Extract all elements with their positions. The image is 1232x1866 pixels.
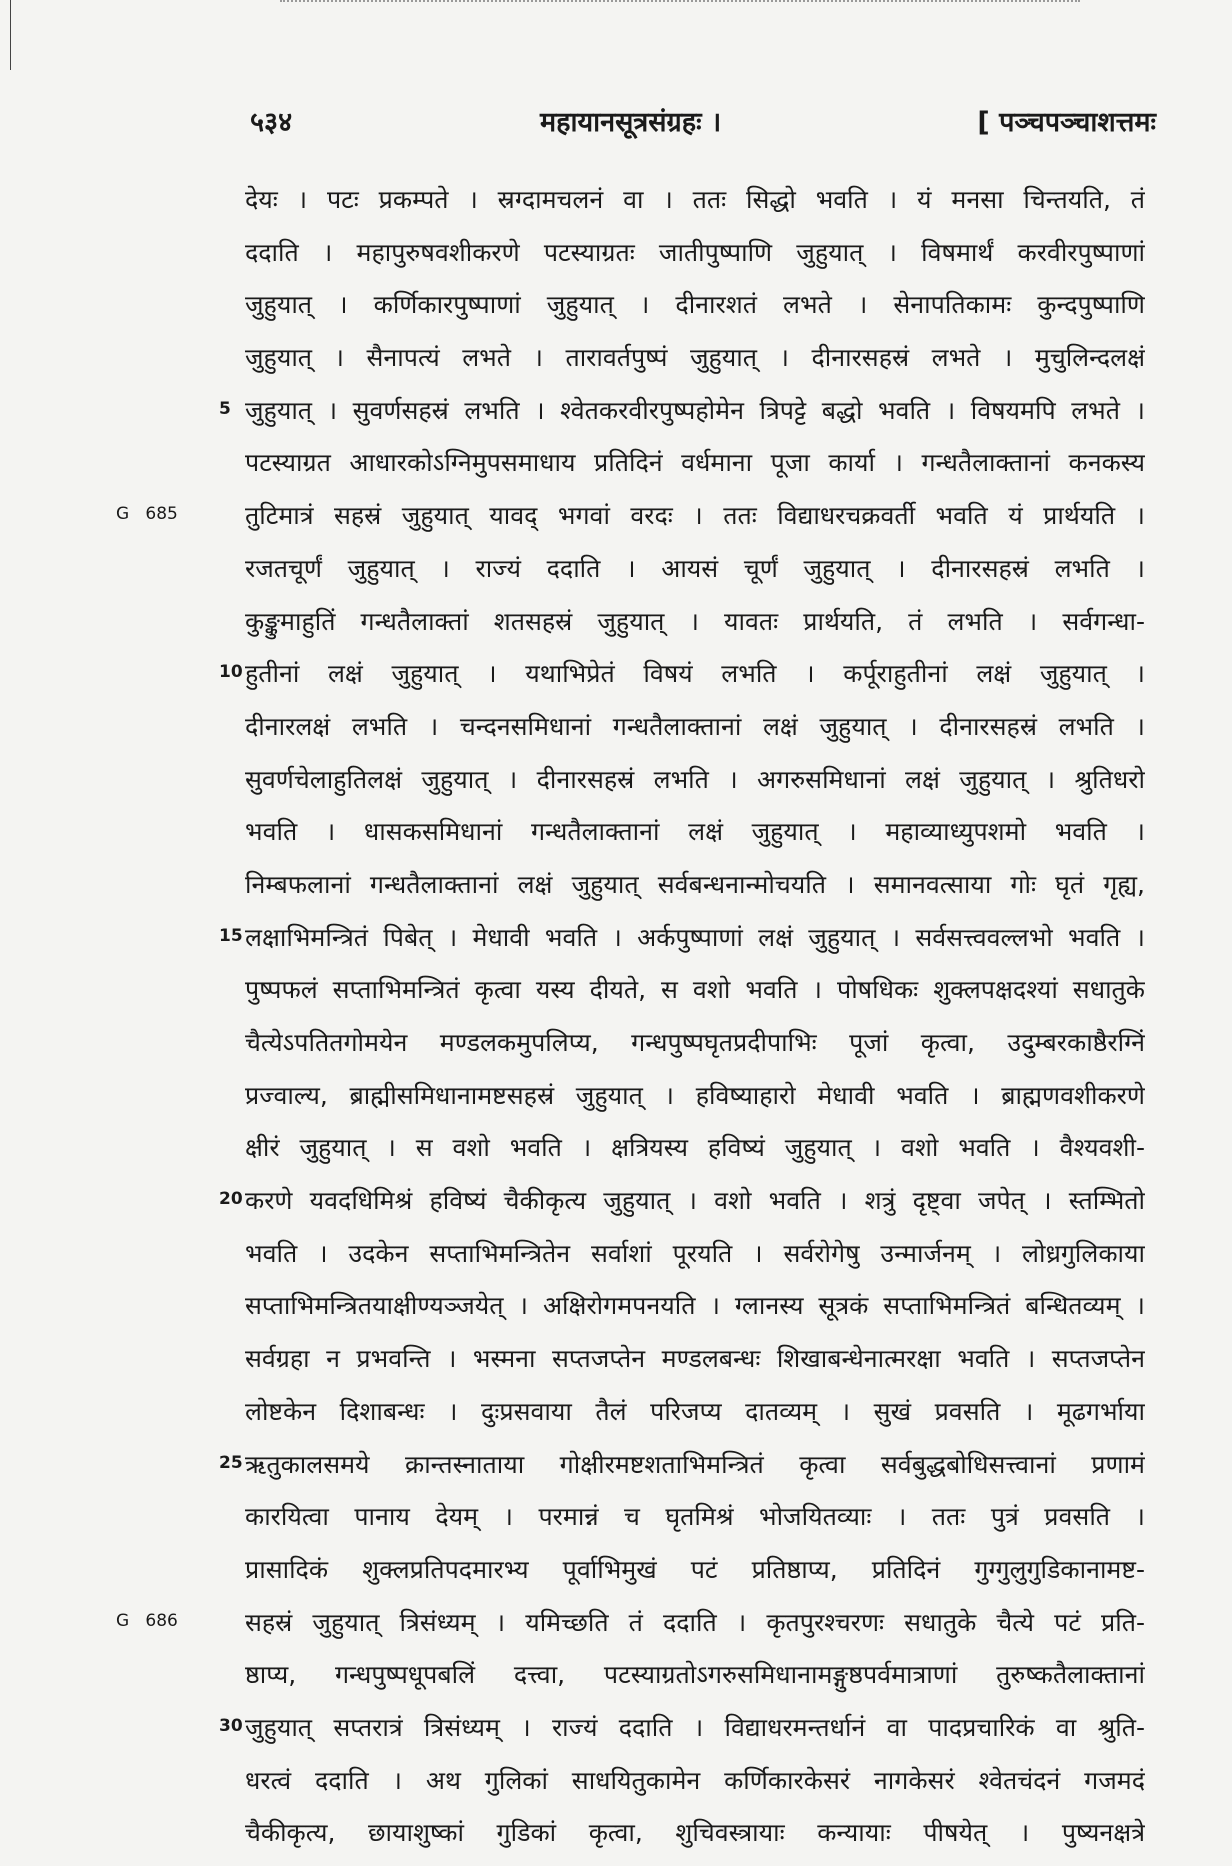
text-line bbox=[0, 549, 1232, 602]
line-text: धरत्वं ददाति । अथ गुलिकां साधयितुकामेन कर्णिकारकेसरं नागकेसरं श्वेतचंदनं गजमदं bbox=[245, 1765, 1145, 1795]
line-text: चैत्येऽपतितगोमयेन मण्डलकमुपलिप्य, गन्धपुष्पघृतप्रदीपाभिः पूजां कृत्वा, उदुम्बरकाष्ठैरग्निं bbox=[245, 1028, 1145, 1057]
line-text: लक्षाभिमन्त्रितं पिबेत् । मेधावी भवति । अर्कपुष्पाणां लक्षं जुहुयात् । सर्वसत्त्ववल्लभो भवति । bbox=[245, 922, 1145, 952]
line-text: पुष्पफलं सप्ताभिमन्त्रितं कृत्वा यस्य दीयते, स वशो भवति । पोषधिकः शुक्लपक्षदश्यां सधातुके bbox=[245, 975, 1145, 1005]
line-text: सर्वग्रहा न प्रभवन्ति । भस्मना सप्तजप्तेन मण्डलबन्धः शिखाबन्धेनात्मरक्षा भवति । सप्तजप्तेन bbox=[245, 1344, 1145, 1374]
line-text: देयः । पटः प्रकम्पते । स्रग्दामचलनं वा । ततः सिद्धो भवति । यं मनसा चिन्तयति, तं bbox=[245, 185, 1145, 214]
line-number: 25 bbox=[219, 1452, 243, 1473]
line-text: दीनारलक्षं लभति । चन्दनसमिधानां गन्धतैलाक्तानां लक्षं जुहुयात् । दीनारसहस्रं लभति । bbox=[245, 711, 1145, 741]
line-text: रजतचूर्णं जुहुयात् । राज्यं ददाति । आयसं चूर्णं जुहुयात् । दीनारसहस्रं लभति । bbox=[245, 553, 1145, 583]
line-text: ददाति । महापुरुषवशीकरणे पटस्याग्रतः जातीपुष्पाणि जुहुयात् । विषमार्थं करवीरपुष्पाणां bbox=[245, 237, 1145, 267]
line-text: लोष्टकेन दिशाबन्धः । दुःप्रसवाया तैलं परिजप्य दातव्यम् । सुखं प्रवसति । मूढगर्भाया bbox=[245, 1396, 1145, 1426]
scan-top-artifact bbox=[280, 0, 1080, 5]
line-text: भवति । उदकेन सप्ताभिमन्त्रितेन सर्वाशां पूरयति । सर्वरोगेषु उन्मार्जनम् । लोध्रगुलिकाया bbox=[245, 1238, 1145, 1268]
text-line bbox=[0, 707, 1232, 760]
text-line bbox=[0, 918, 1232, 971]
text-line bbox=[0, 443, 1232, 496]
line-text: ऋतुकालसमये क्रान्तस्नाताया गोक्षीरमष्टशताभिमन्त्रितं कृत्वा सर्वबुद्धबोधिसत्त्वानां प्रणामं bbox=[245, 1449, 1145, 1479]
text-line bbox=[0, 1708, 1232, 1761]
text-line bbox=[0, 760, 1232, 813]
line-number: 10 bbox=[219, 662, 243, 683]
text-line bbox=[0, 338, 1232, 391]
line-text: भवति । धासकसमिधानां गन्धतैलाक्तानां लक्षं जुहुयात् । महाव्याध्युपशमो भवति । bbox=[245, 817, 1145, 847]
page-edge-rule bbox=[10, 0, 11, 70]
text-line bbox=[0, 233, 1232, 286]
line-number: 20 bbox=[219, 1189, 243, 1210]
line-text: प्रज्वाल्य, ब्राह्मीसमिधानामष्टसहस्रं जुहुयात् । हविष्याहारो मेधावी भवति । ब्राह्मणवशीकरणे bbox=[245, 1080, 1145, 1110]
text-line bbox=[0, 1234, 1232, 1287]
line-text: सप्ताभिमन्त्रितयाक्षीण्यञ्जयेत् । अक्षिरोगमपनयति । ग्लानस्य सूत्रकं सप्ताभिमन्त्रितं बन्धितव्यम् । bbox=[245, 1291, 1145, 1321]
line-text: पटस्याग्रत आधारकोऽग्निमुपसमाधाय प्रतिदिनं वर्धमाना पूजा कार्या । गन्धतैलाक्तानां कनकस्य bbox=[245, 448, 1145, 478]
line-text: चैकीकृत्य, छायाशुष्कां गुडिकां कृत्वा, शुचिवस्त्रायाः कन्यायाः पीषयेत् । पुष्यनक्षत्रे bbox=[245, 1818, 1145, 1848]
text-line bbox=[0, 1497, 1232, 1550]
line-text: प्रासादिकं शुक्लप्रतिपदमारभ्य पूर्वाभिमुखं पटं प्रतिष्ठाप्य, प्रतिदिनं गुग्गुलुगुडिकानामष्ट- bbox=[245, 1554, 1145, 1584]
text-line bbox=[0, 1655, 1232, 1708]
running-title: महायानसूत्रसंग्रहः । bbox=[540, 107, 722, 138]
margin-reference: G 685 bbox=[116, 504, 178, 525]
line-text: कुङ्कुमाहुतिं गन्धतैलाक्तां शतसहस्रं जुहुयात् । यावतः प्रार्थयति, तं लभति । सर्वगन्धा- bbox=[245, 606, 1145, 636]
text-line bbox=[0, 865, 1232, 918]
line-text: तुटिमात्रं सहस्रं जुहुयात् यावद् भगवां वरदः । ततः विद्याधरचक्रवर्ती भवति यं प्रार्थयति । bbox=[245, 501, 1145, 531]
line-text: करणे यवदधिमिश्रं हविष्यं चैकीकृत्य जुहुयात् । वशो भवति । शत्रुं दृष्ट्वा जपेत् । स्तम्भितो bbox=[245, 1186, 1145, 1216]
text-line bbox=[0, 812, 1232, 865]
text-line bbox=[0, 1392, 1232, 1445]
text-line bbox=[0, 1023, 1232, 1076]
text-line bbox=[0, 1550, 1232, 1603]
line-text: जुहुयात् । कर्णिकारपुष्पाणां जुहुयात् । दीनारशतं लभते । सेनापतिकामः कुन्दपुष्पाणि bbox=[245, 290, 1145, 320]
text-line bbox=[0, 1181, 1232, 1234]
text-line bbox=[0, 1761, 1232, 1814]
text-line bbox=[0, 1339, 1232, 1392]
text-line bbox=[0, 1286, 1232, 1339]
line-text: जुहुयात् । सुवर्णसहस्रं लभति । श्वेतकरवीरपुष्पहोमेन त्रिपट्टे बद्धो भवति । विषयमपि लभते । bbox=[245, 395, 1145, 425]
line-text: सहस्रं जुहुयात् त्रिसंध्यम् । यमिच्छति तं ददाति । कृतपुरश्चरणः सधातुके चैत्ये पटं प्रति- bbox=[245, 1607, 1145, 1637]
line-text: ष्ठाप्य, गन्धपुष्पधूपबलिं दत्त्वा, पटस्याग्रतोऽगरुसमिधानामङ्गुष्ठपर्वमात्राणां तुरुष्कतैलाक्तानां bbox=[245, 1660, 1145, 1690]
line-text: जुहुयात् सप्तरात्रं त्रिसंध्यम् । राज्यं ददाति । विद्याधरमन्तर्धानं वा पादप्रचारिकं वा श्रुति- bbox=[245, 1712, 1145, 1742]
text-line bbox=[0, 1128, 1232, 1181]
text-line bbox=[0, 1445, 1232, 1498]
text-body bbox=[0, 180, 1232, 1866]
line-text: कारयित्वा पानाय देयम् । परमान्नं च घृतमिश्रं भोजयितव्याः । ततः पुत्रं प्रवसति । bbox=[245, 1502, 1145, 1532]
text-line bbox=[0, 180, 1232, 233]
line-text: हुतीनां लक्षं जुहुयात् । यथाभिप्रेतं विषयं लभति । कर्पूराहुतीनां लक्षं जुहुयात् । bbox=[245, 659, 1145, 689]
line-number: 15 bbox=[219, 925, 243, 946]
page-header bbox=[222, 102, 1156, 142]
page-number: ५३४ bbox=[250, 107, 293, 138]
text-line bbox=[0, 391, 1232, 444]
text-line bbox=[0, 602, 1232, 655]
text-line bbox=[0, 970, 1232, 1023]
line-text: सुवर्णचेलाहुतिलक्षं जुहुयात् । दीनारसहस्रं लभति । अगरुसमिधानां लक्षं जुहुयात् । श्रुतिधरो bbox=[245, 764, 1145, 794]
text-line bbox=[0, 1813, 1232, 1866]
text-line bbox=[0, 285, 1232, 338]
line-text: क्षीरं जुहुयात् । स वशो भवति । क्षत्रियस्य हविष्यं जुहुयात् । वशो भवति । वैश्यवशी- bbox=[245, 1133, 1145, 1163]
line-text: निम्बफलानां गन्धतैलाक्तानां लक्षं जुहुयात् सर्वबन्धनान्मोचयति । समानवत्साया गोः घृतं गृह्य, bbox=[245, 869, 1145, 899]
line-number: 30 bbox=[219, 1715, 243, 1736]
text-line bbox=[0, 1076, 1232, 1129]
text-line bbox=[0, 654, 1232, 707]
section-marker: [ पञ्चपञ्चाशत्तमः bbox=[977, 107, 1156, 138]
line-number: 5 bbox=[219, 398, 231, 419]
text-line bbox=[0, 496, 1232, 549]
margin-reference: G 686 bbox=[116, 1610, 178, 1631]
line-text: जुहुयात् । सैनापत्यं लभते । तारावर्तपुष्पं जुहुयात् । दीनारसहस्रं लभते । मुचुलिन्दलक्षं bbox=[245, 343, 1145, 373]
text-line bbox=[0, 1603, 1232, 1656]
